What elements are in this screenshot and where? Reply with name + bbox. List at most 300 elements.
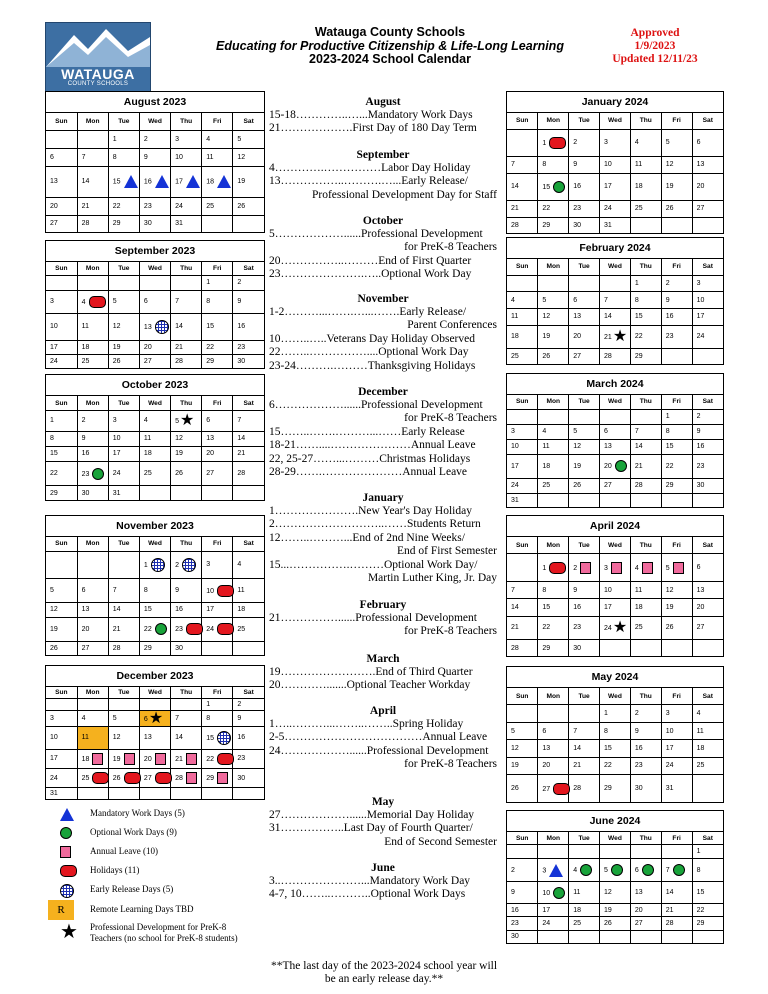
day-number: 17 [50, 343, 58, 351]
holiday-hexagon-icon [92, 772, 109, 784]
day-cell [630, 325, 661, 348]
week-row [507, 129, 723, 156]
day-cell [507, 217, 538, 233]
day-number: 1 [206, 700, 211, 708]
day-number: 14 [237, 435, 246, 443]
weekday-header: Sat [692, 113, 723, 130]
day-number: 5 [511, 727, 515, 735]
day-number: 20 [143, 343, 152, 351]
day-cell [569, 173, 600, 200]
day-cell [692, 775, 723, 802]
weekday-header: Fri [202, 262, 233, 276]
weekday-header: Wed [600, 395, 631, 410]
day-number: 14 [511, 604, 519, 612]
month-title: September 2023 [114, 245, 196, 257]
month-calendar [45, 91, 265, 233]
day-cell [46, 148, 77, 166]
day-cell [233, 768, 264, 787]
day-cell [171, 446, 202, 461]
month-calendar [506, 666, 724, 803]
weekday-header: Fri [661, 537, 692, 554]
day-number: 27 [634, 920, 643, 928]
day-cell [661, 757, 692, 774]
day-cell [507, 705, 538, 722]
event-line: for PreK-8 Teachers [404, 758, 497, 771]
day-number: 26 [665, 624, 674, 632]
day-cell [569, 424, 600, 439]
week-row [507, 478, 723, 493]
event-line: 2-5………………………………Annual Leave [269, 731, 488, 744]
day-cell [692, 722, 723, 739]
day-cell [139, 641, 170, 655]
day-cell [538, 917, 569, 930]
day-cell [507, 640, 538, 656]
event-line: 20………….......Optional Teacher Workday [269, 679, 471, 692]
day-number: 28 [604, 352, 612, 360]
day-cell [77, 551, 108, 579]
day-cell [233, 215, 264, 232]
day-cell [507, 858, 538, 881]
day-cell [692, 582, 723, 599]
day-cell [600, 554, 631, 582]
day-number: 11 [206, 153, 214, 161]
day-number: 19 [175, 450, 183, 458]
day-cell [108, 340, 139, 354]
day-number: 16 [511, 906, 519, 914]
day-cell [538, 217, 569, 233]
day-number: 30 [634, 785, 643, 793]
day-number: 12 [511, 745, 519, 753]
day-number: 15 [542, 604, 551, 612]
day-cell [202, 290, 233, 313]
day-number: 2 [175, 561, 179, 569]
day-number: 25 [81, 774, 90, 782]
day-number: 4 [206, 135, 211, 143]
day-number: 28 [175, 774, 183, 782]
day-cell [108, 130, 139, 148]
month-title: April 2024 [589, 520, 641, 532]
day-number: 7 [112, 587, 117, 595]
day-number: 2 [237, 279, 242, 287]
day-cell [538, 200, 569, 217]
day-cell [139, 411, 170, 432]
event-line: for PreK-8 Teachers [404, 241, 497, 254]
day-number: 7 [175, 298, 179, 306]
day-number: 19 [665, 183, 674, 191]
day-number: 24 [50, 358, 58, 366]
day-cell [661, 409, 692, 424]
event-section [269, 96, 497, 136]
day-cell [630, 882, 661, 904]
month-calendar [506, 810, 724, 944]
week-row [507, 424, 723, 439]
week-row [46, 710, 264, 726]
day-number: 1 [634, 280, 639, 288]
day-cell [202, 698, 233, 710]
day-number: 28 [511, 221, 519, 229]
event-line: 15-18…………..…...Mandatory Work Days [269, 109, 473, 121]
day-cell [77, 215, 108, 232]
day-number: 29 [542, 221, 551, 229]
event-section [269, 653, 497, 693]
day-number: 26 [511, 785, 519, 793]
annual-leave-square-icon [611, 562, 622, 574]
day-number: 16 [634, 745, 643, 753]
day-number: 28 [573, 785, 581, 793]
day-number: 1 [112, 135, 117, 143]
week-row [46, 431, 264, 446]
day-cell [46, 446, 77, 461]
day-cell [77, 340, 108, 354]
day-number: 23 [237, 755, 246, 763]
day-cell [202, 446, 233, 461]
day-cell [507, 424, 538, 439]
day-cell [233, 148, 264, 166]
day-cell [202, 431, 233, 446]
day-number: 5 [573, 428, 578, 436]
weekday-header: Thu [630, 113, 661, 130]
day-number: 17 [112, 450, 121, 458]
legend-label: Optional Work Days (9) [90, 827, 177, 837]
legend-label: Annual Leave (10) [90, 846, 158, 856]
annual-leave-square-icon [124, 753, 135, 765]
day-cell [630, 616, 661, 640]
day-cell [600, 740, 631, 757]
day-number: 8 [542, 586, 547, 594]
day-cell [630, 493, 661, 507]
day-number: 26 [112, 774, 121, 782]
day-cell [507, 478, 538, 493]
day-cell [569, 882, 600, 904]
day-number: 15 [634, 313, 643, 321]
day-cell [507, 554, 538, 582]
week-row [46, 215, 264, 232]
day-number: 12 [112, 323, 121, 331]
day-cell [139, 579, 170, 603]
day-cell [569, 640, 600, 656]
day-number: 27 [143, 774, 152, 782]
day-cell [661, 478, 692, 493]
day-number: 29 [696, 920, 705, 928]
day-number: 22 [112, 202, 121, 210]
day-number: 6 [542, 727, 547, 735]
day-cell [600, 409, 631, 424]
day-cell [108, 461, 139, 485]
day-cell [538, 705, 569, 722]
day-cell [692, 348, 723, 364]
day-cell [507, 454, 538, 478]
weekday-header: Mon [77, 687, 108, 699]
day-number: 12 [237, 153, 246, 161]
day-cell [692, 156, 723, 173]
weekday-header: Wed [139, 396, 170, 411]
event-section [269, 862, 497, 902]
weekday-header: Wed [139, 113, 170, 131]
weekday-header: Sun [507, 259, 538, 276]
weekday-header: Tue [569, 113, 600, 130]
event-month-heading: October [362, 215, 404, 227]
day-number: 9 [573, 586, 578, 594]
day-number: 11 [696, 727, 704, 735]
day-number: 30 [175, 644, 183, 652]
week-row [507, 705, 723, 722]
day-cell [77, 197, 108, 215]
day-number: 25 [206, 202, 214, 210]
week-row [507, 582, 723, 599]
week-row [507, 325, 723, 348]
day-number: 12 [665, 161, 674, 169]
day-number: 21 [81, 202, 90, 210]
day-number: 13 [50, 178, 58, 186]
event-section [269, 796, 497, 849]
day-number: 1 [206, 279, 211, 287]
day-number: 5 [175, 417, 179, 425]
day-number: 2 [143, 135, 148, 143]
day-number: 13 [634, 889, 643, 897]
week-row [46, 197, 264, 215]
day-number: 1 [542, 139, 547, 147]
week-row [507, 740, 723, 757]
day-number: 14 [604, 313, 612, 321]
day-cell [139, 340, 170, 354]
day-number: 15 [50, 450, 58, 458]
day-number: 10 [542, 889, 551, 897]
day-cell [661, 292, 692, 309]
day-cell [569, 454, 600, 478]
day-cell [77, 641, 108, 655]
day-number: 27 [81, 644, 90, 652]
day-cell [77, 486, 108, 500]
month-title: March 2024 [586, 378, 644, 390]
day-number: 14 [175, 323, 183, 331]
weekday-header: Sat [233, 537, 264, 552]
weekday-header: Tue [108, 396, 139, 411]
day-cell [630, 129, 661, 156]
day-number: 27 [696, 205, 705, 213]
week-row [507, 882, 723, 904]
day-number: 5 [112, 298, 117, 306]
day-cell [538, 156, 569, 173]
early-release-globe-icon [217, 731, 231, 745]
event-line: 5………………......Professional Development [269, 228, 483, 240]
annual-leave-square-icon [92, 753, 103, 765]
day-number: 20 [573, 333, 581, 341]
day-cell [171, 148, 202, 166]
day-number: 7 [665, 866, 670, 874]
month-title: August 2023 [123, 96, 187, 108]
day-number: 28 [511, 644, 519, 652]
day-number: 5 [50, 587, 54, 595]
day-number: 16 [573, 183, 581, 191]
event-line: End of Second Semester [384, 835, 497, 848]
day-cell [538, 409, 569, 424]
day-number: 19 [665, 604, 674, 612]
day-number: 8 [206, 715, 211, 722]
holiday-hexagon-icon [553, 783, 570, 795]
week-row [46, 788, 264, 799]
day-number: 4 [696, 710, 701, 718]
day-cell [661, 348, 692, 364]
event-section [269, 599, 497, 639]
day-cell [538, 129, 569, 156]
day-cell [233, 290, 264, 313]
weekday-header: Mon [538, 537, 569, 554]
day-cell [538, 775, 569, 802]
event-line: 31……………..Last Day of Fourth Quarter/ [269, 822, 473, 835]
event-line: 15...…………….………Optional Work Day/ [269, 558, 478, 571]
day-cell [202, 768, 233, 787]
day-number: 23 [696, 462, 705, 470]
day-cell [139, 130, 170, 148]
day-cell [202, 551, 233, 579]
day-cell [630, 409, 661, 424]
event-line: 23-24……….………Thanksgiving Holidays [269, 359, 476, 372]
day-number: 22 [143, 626, 152, 634]
day-number: 2 [81, 417, 86, 425]
day-number: 4 [573, 866, 578, 874]
day-number: 17 [511, 462, 519, 470]
day-number: 25 [237, 625, 246, 633]
day-number: 13 [542, 745, 551, 753]
day-cell [77, 698, 108, 710]
day-number: 31 [511, 496, 519, 504]
week-row [46, 603, 264, 618]
day-number: 20 [50, 202, 58, 210]
day-cell [569, 599, 600, 616]
day-cell [538, 275, 569, 292]
day-number: 11 [237, 587, 245, 595]
annual-leave-square-icon [186, 753, 197, 765]
week-row [507, 554, 723, 582]
day-number: 3 [50, 298, 54, 306]
day-number: 7 [237, 417, 242, 425]
week-row [46, 130, 264, 148]
day-cell [507, 129, 538, 156]
day-number: 10 [604, 586, 612, 594]
month-calendar [506, 373, 724, 508]
day-cell [630, 640, 661, 656]
day-number: 9 [634, 727, 639, 735]
day-number: 28 [665, 920, 674, 928]
day-cell [600, 292, 631, 309]
day-cell [630, 292, 661, 309]
day-number: 25 [696, 762, 705, 770]
week-row [507, 217, 723, 233]
day-cell [692, 309, 723, 326]
day-number: 24 [50, 774, 58, 782]
day-number: 23 [511, 920, 519, 928]
day-number: 3 [511, 428, 515, 436]
holiday-hexagon-icon [217, 753, 234, 765]
month-title: October 2023 [121, 379, 189, 391]
annual-leave-square-icon [186, 772, 197, 784]
day-cell [46, 603, 77, 618]
day-cell [108, 446, 139, 461]
day-number: 12 [112, 734, 121, 742]
approved-date: 1/9/2023 [634, 40, 676, 52]
day-cell [538, 616, 569, 640]
day-number: 3 [696, 280, 701, 288]
week-row [46, 148, 264, 166]
week-row [507, 616, 723, 640]
weekday-header: Thu [630, 832, 661, 845]
event-line: 27………………......Memorial Day Holiday [269, 809, 475, 821]
day-cell [507, 775, 538, 802]
day-cell [630, 917, 661, 930]
day-number: 19 [112, 343, 121, 351]
day-number: 18 [511, 333, 519, 341]
day-cell [692, 554, 723, 582]
early-release-globe-icon [182, 558, 196, 572]
day-number: 8 [696, 866, 701, 874]
day-cell [233, 446, 264, 461]
day-cell [600, 439, 631, 454]
page-header [160, 26, 620, 67]
week-row [507, 409, 723, 424]
day-cell [108, 641, 139, 655]
day-cell [77, 276, 108, 290]
event-line: for PreK-8 Teachers [404, 625, 497, 638]
mandatory-triangle-icon [124, 175, 138, 188]
day-number: 1 [665, 413, 670, 421]
day-cell [692, 757, 723, 774]
day-cell [538, 930, 569, 943]
day-number: 25 [81, 358, 90, 366]
day-number: 18 [81, 343, 90, 351]
day-cell [538, 740, 569, 757]
day-cell [108, 551, 139, 579]
day-number: 27 [143, 358, 152, 366]
day-cell [600, 454, 631, 478]
day-cell [538, 845, 569, 858]
week-row [507, 757, 723, 774]
day-number: 30 [237, 358, 246, 366]
day-cell [46, 698, 77, 710]
mandatory-triangle-icon [217, 175, 231, 188]
day-cell [661, 129, 692, 156]
event-line: 2………………………..……Students Return [269, 518, 481, 531]
event-month-heading: June [371, 862, 395, 874]
holiday-hexagon-icon [217, 585, 234, 597]
day-cell [171, 461, 202, 485]
day-number: 23 [573, 205, 581, 213]
day-number: 29 [143, 644, 152, 652]
day-cell [661, 882, 692, 904]
day-cell [569, 930, 600, 943]
day-number: 14 [81, 178, 90, 186]
day-number: 9 [237, 715, 242, 722]
day-cell [600, 882, 631, 904]
day-cell [538, 599, 569, 616]
day-cell [692, 217, 723, 233]
day-number: 25 [573, 920, 581, 928]
day-cell [202, 197, 233, 215]
day-number: 9 [511, 889, 515, 897]
day-number: 10 [206, 587, 214, 595]
day-cell [77, 579, 108, 603]
day-number: 9 [573, 161, 578, 169]
district-name: Watauga County Schools [314, 25, 466, 39]
day-number: 11 [542, 443, 550, 451]
day-cell [233, 130, 264, 148]
week-row [46, 617, 264, 641]
day-cell [202, 641, 233, 655]
day-number: 27 [206, 470, 214, 478]
day-cell [108, 727, 139, 749]
day-cell [600, 722, 631, 739]
day-cell [692, 454, 723, 478]
day-cell [171, 617, 202, 641]
